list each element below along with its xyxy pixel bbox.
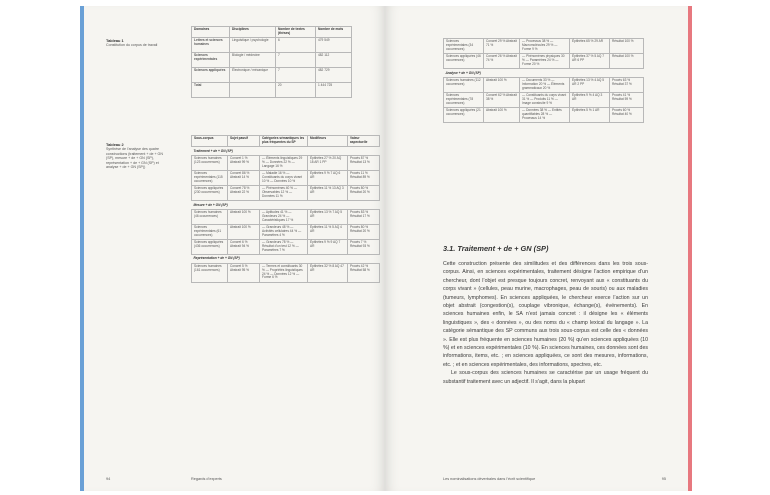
table-cell: Procès 63 % Résultat 37 %	[610, 77, 644, 92]
table-cell: Épithètes 27 % 20 AQ 18 AR 1 PP	[308, 155, 348, 170]
table-cell: Résultat 100 %	[610, 54, 644, 69]
table-cell: Sciences humaines (46 occurrences)	[192, 209, 228, 224]
section-row	[192, 201, 380, 210]
table-row	[192, 170, 380, 185]
table-cell: — Aptitudes 41 % — Grandeurs 24 % — Caractéristiques 17 %	[260, 209, 308, 224]
table-row	[192, 185, 380, 200]
table-cell: Sciences expérimentales (34 occurrences)	[444, 39, 484, 54]
tableau1-header-row	[192, 27, 352, 38]
table-cell: Sciences appliquées	[192, 68, 230, 83]
table-cell: Sciences expérimentales	[192, 53, 230, 68]
table-cell: Épithètes 9 % 9 AQ 7 AR	[308, 239, 348, 254]
table-cell: 7	[276, 53, 316, 68]
table-cell: Sciences appliquées (21 occurrences)	[444, 107, 484, 122]
table-cell: 6	[276, 38, 316, 53]
table-cell: Biologie / médecine	[230, 53, 276, 68]
tableau1-table	[191, 26, 352, 98]
tableau2-caption	[106, 143, 164, 169]
tableau2-label: Tableau 2	[106, 142, 124, 147]
table-cell: Procès 41 % Résultat 59 %	[610, 92, 644, 107]
table-cell: Concret 5 % Abstrait 95 %	[228, 263, 260, 282]
table-cell: Concret 26 % Abstrait 74 %	[484, 54, 520, 69]
table-cell: Sciences expérimentales (115 occurrences)	[192, 170, 228, 185]
table-row	[192, 38, 352, 53]
table-cell: Sciences appliquées (46 occurrences)	[444, 54, 484, 69]
right-running-title: Les nominalisations déverbales dans l’écrit scientifique	[443, 477, 536, 481]
table-cell: 7	[276, 68, 316, 83]
table-cell: Procès 87 % Résultat 13 %	[348, 155, 380, 170]
section-title: Analyse + de + GN (SP)	[445, 70, 481, 75]
table-cell: Épithètes 5 % 1 AR	[570, 107, 610, 122]
table-cell: Concret 78 % Abstrait 22 %	[228, 185, 260, 200]
table-cell: Sciences appliquées (230 occurrences)	[192, 185, 228, 200]
column-header: Valeur aspectuelle	[348, 136, 380, 147]
left-running-title: Regards d’experts	[191, 477, 222, 481]
table-cell: Résultat 100 %	[610, 39, 644, 54]
table-cell: Épithètes 13 % 4 AQ 5 AR 2 PP	[570, 77, 610, 92]
table-cell: Procès 11 % Résultat 89 %	[348, 170, 380, 185]
tableau1-label: Tableau 1	[106, 38, 124, 43]
table-cell: — Processus 38 % — Macromolécules 29 % — Forme 9 %	[520, 39, 570, 54]
table-cell: 482 729	[316, 68, 352, 83]
table-cell: Abstrait 100 %	[484, 77, 520, 92]
tableau2-caption-text: Synthèse de l’analyse des quatre constructions (traitement + de + GN (SP), mesure + de + GN (SP), représentation + de + GN (SP) et analyse + de + GN (SP))	[106, 147, 163, 170]
open-book	[80, 6, 692, 491]
table-cell: Épithètes 11 % 13 AQ 3 AR	[308, 185, 348, 200]
table-cell: — Constituants du corps vivant 31 % — Produits 11 % — Image construite 9 %	[520, 92, 570, 107]
table-cell: Procès 42 % Résultat 58 %	[348, 263, 380, 282]
table-cell: Concret 6 % Abstrait 94 %	[228, 239, 260, 254]
table-cell: Concret 86 % Abstrait 14 %	[228, 170, 260, 185]
table-row	[444, 92, 644, 107]
tableau2-table	[191, 135, 380, 283]
column-header: Sous-corpus	[192, 136, 228, 147]
table-cell: Épithètes 11 % 5 AQ 4 AR	[308, 224, 348, 239]
table-cell: — Grandeurs 78 % — Résultat d’un test 12 % — Paramètres 7 %	[260, 239, 308, 254]
table-cell: Sciences expérimentales (61 occurrences)	[192, 224, 228, 239]
tableau1-caption	[106, 39, 160, 48]
section-row	[192, 147, 380, 156]
column-header: Nombre de textes (thèses)	[276, 27, 316, 38]
table-row	[444, 77, 644, 92]
table-row	[192, 83, 352, 98]
table-cell: 1 444 725	[316, 83, 352, 98]
column-header: Disciplines	[230, 27, 276, 38]
table-cell: Épithètes 13 % 7 AQ 5 AR	[308, 209, 348, 224]
table-cell: Abstrait 100 %	[228, 209, 260, 224]
table-cell: Épithètes 9 % 4 AQ 3 AR	[570, 92, 610, 107]
table-cell: Épithètes 32 % 8 AQ 47 AR	[308, 263, 348, 282]
table-cell: Total	[192, 83, 230, 98]
table-cell: Procès 60 % Résultat 40 %	[610, 107, 644, 122]
table-row	[192, 224, 380, 239]
table-cell: Concret 1 % Abstrait 99 %	[228, 155, 260, 170]
table-cell: Sciences appliquées (436 occurrences)	[192, 239, 228, 254]
table-cell: Épithètes 37 % 5 AQ 7 AR 6 PP	[570, 54, 610, 69]
section-row	[192, 254, 380, 263]
table-cell: Sciences expérimentales (78 occurrences)	[444, 92, 484, 107]
table-cell: Sciences humaines (123 occurrences)	[192, 155, 228, 170]
table-row	[192, 263, 380, 282]
section-row	[444, 69, 644, 78]
table-cell: Procès 80 % Résultat 20 %	[348, 185, 380, 200]
column-header: Domaines	[192, 27, 230, 38]
table-row	[192, 209, 380, 224]
section-title: Mesure + de + GN (SP)	[193, 202, 228, 207]
table-cell: Concret 62 % Abstrait 38 %	[484, 92, 520, 107]
tableau1-caption-text: Constitution du corpus de travail	[106, 43, 158, 48]
tableau2-header-row	[192, 136, 380, 147]
table-cell: 479 549	[316, 38, 352, 53]
column-header: Sujet passif	[228, 136, 260, 147]
table-row	[444, 39, 644, 54]
column-header: Nombre de mots	[316, 27, 352, 38]
right-folio: 95	[661, 477, 666, 481]
column-header: Modifieurs	[308, 136, 348, 147]
paragraph-1: Cette construction présente des similitudes et des différences dans les trois sous-corpus. Ainsi, en sciences expérimentales, traitement désigne l’action empirique d’un chercheur, dont l’objet est presque toujours concret, renvoyant aux « constituants du corps vivant » (cellules, peau murine, macrophages, peau de souris) ou aux maladies (tumeurs, lymphomes). En sciences appliquées, le chercheur exerce l’action sur un objet abstrait (congestion(s), couplage vibronique, échange(s), événements). En sciences humaines enfin, le SA n’est jamais concret : il désigne les « éléments linguistiques », des « données », ou des noms du « champ lexical du langage ». La catégorie sémantique des SP communs aux trois sous-corpus est celle des « données ». Elle est plus fréquente en sciences humaines (20 %) qu’en sciences appliquées (10 %) et en sciences expérimentales (10 %). En sciences humaines, ces données sont des informations, items, etc. ; en sciences appliquées, ce sont des mesures, informations, etc. ; et en sciences expérimentales, des informations, spectres, etc.	[443, 261, 648, 368]
column-header: Catégories sémantiques les plus fréquentes du SP	[260, 136, 308, 147]
section-title: Représentation + de + GN (SP)	[193, 256, 240, 261]
table-row	[192, 239, 380, 254]
right-page	[385, 6, 692, 491]
table-cell: Linguistique / psychologie	[230, 38, 276, 53]
tableau2-continued-table	[443, 38, 644, 123]
table-cell: Abstrait 100 %	[228, 224, 260, 239]
table-cell: — Éléments linguistiques 29 % — Données 22 % — Langage 16 %	[260, 155, 308, 170]
table-row	[192, 155, 380, 170]
table-row	[192, 68, 352, 83]
table-cell: — Documents 33 % — Information 20 % — Éléments grammaticaux 20 %	[520, 77, 570, 92]
table-cell: Procès 83 % Résultat 17 %	[348, 209, 380, 224]
table-cell: Électronique / mécanique	[230, 68, 276, 83]
body-text	[443, 260, 648, 386]
table-cell: Épithètes 65 % 29 AR	[570, 39, 610, 54]
table-cell: Sciences humaines (161 occurrences)	[192, 263, 228, 282]
table-cell: Concret 29 % Abstrait 71 %	[484, 39, 520, 54]
table-cell: Abstrait 100 %	[484, 107, 520, 122]
left-page	[80, 6, 385, 491]
table-cell: — Phénomènes 40 % — Observables 12 % — Données 11 %	[260, 185, 308, 200]
table-cell: — Données 38 % — Entités quantifiables 28 % — Processus 14 %	[520, 107, 570, 122]
table-cell: — Grandeurs 48 % — Activités cellulaires 44 % — Paramètres 4 %	[260, 224, 308, 239]
table-cell: Lettres et sciences humaines	[192, 38, 230, 53]
table-row	[444, 54, 644, 69]
table-cell: — Maladie 16 % — Constituants du corps vivant 10 % — Données 10 %	[260, 170, 308, 185]
table-row	[192, 53, 352, 68]
table-cell: 482 112	[316, 53, 352, 68]
table-row	[444, 107, 644, 122]
section-heading: 3.1. Traitement + de + GN (SP)	[443, 244, 549, 253]
table-cell: — Phénomènes physiques 30 % — Paramètres 24 % — Forme 20 %	[520, 54, 570, 69]
left-folio: 94	[106, 477, 111, 481]
section-title: Traitement + de + GN (SP)	[193, 148, 233, 153]
table-cell: Procès 80 % Résultat 20 %	[348, 224, 380, 239]
paragraph-2: Le sous-corpus des sciences humaines se caractérise par un usage fréquent du substantif traitement avec un adjectif. Il s’agit, dans la plupart	[443, 370, 648, 385]
table-cell: Procès 7 % Résultat 93 %	[348, 239, 380, 254]
table-cell: Épithètes 9 % 7 AQ 6 AR	[308, 170, 348, 185]
table-cell: Sciences humaines (112 occurrences)	[444, 77, 484, 92]
table-cell	[230, 83, 276, 98]
table-cell: — Termes et constituants 30 % — Propriétés linguistiques 24 % — Données 12 % — Forme 6 %	[260, 263, 308, 282]
table-cell: 20	[276, 83, 316, 98]
